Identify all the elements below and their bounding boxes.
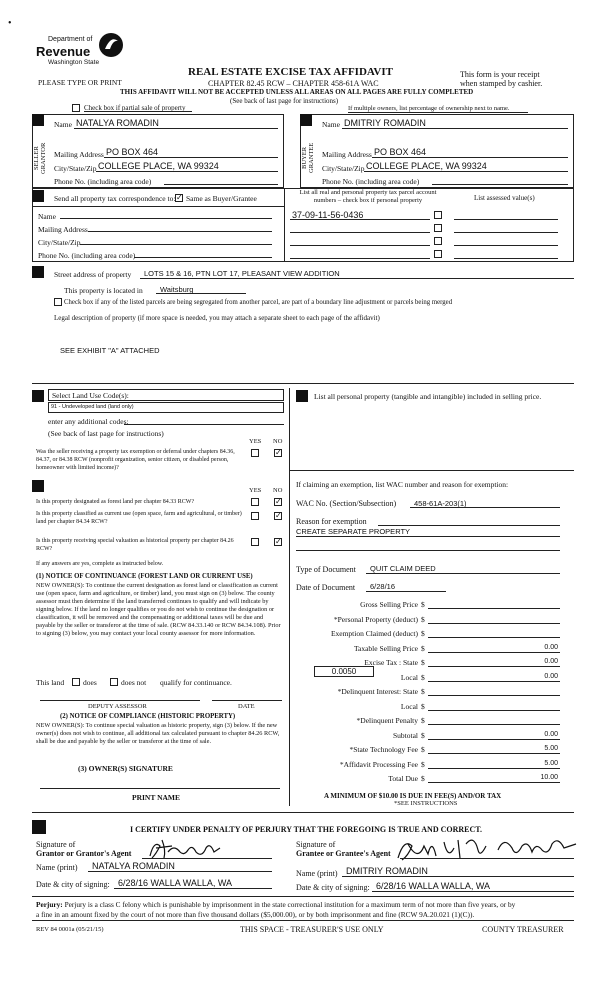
- q-forest-no[interactable]: ✓: [275, 497, 282, 506]
- seller-phone-label: Phone No. (including area code): [54, 177, 152, 186]
- grantor-agent-label: Grantor or Grantor's Agent: [36, 849, 132, 858]
- buyer-mailing-label: Mailing Address: [322, 150, 372, 159]
- seller-mailing-label: Mailing Address: [54, 150, 104, 159]
- grantor-printed-name[interactable]: NATALYA ROMADIN: [92, 861, 175, 871]
- grantor-sig-label-1: Signature of: [36, 840, 76, 849]
- calc-line: [428, 768, 560, 769]
- county-treasurer: COUNTY TREASURER: [482, 925, 564, 934]
- form-title: REAL ESTATE EXCISE TAX AFFIDAVIT: [188, 66, 393, 78]
- wac-label: WAC No. (Section/Subsection): [296, 499, 397, 508]
- land-use-see-back: (See back of last page for instructions): [48, 429, 164, 438]
- q-exemption-yes[interactable]: [251, 449, 259, 457]
- dept-line1: Department of: [48, 36, 93, 43]
- parcel-4-checkbox[interactable]: [434, 250, 442, 258]
- no-header-2: NO: [273, 487, 283, 494]
- land-does-not-checkbox[interactable]: [110, 678, 118, 686]
- calc-line: [428, 652, 560, 653]
- please-type: PLEASE TYPE OR PRINT: [38, 78, 122, 87]
- does-not-label: does not: [121, 678, 147, 687]
- parcel-2-checkbox[interactable]: [434, 224, 442, 232]
- calc-currency: $: [421, 643, 425, 653]
- calc-line: [428, 710, 560, 711]
- q-exemption: Was the seller receiving a property tax exemption or deferral under chapters 84.36, 84.37, or 84.38 RCW (nonprofit organization, senior citizen, or disabled person, homeowner with limited income)?: [36, 449, 235, 471]
- grantor-date-city[interactable]: 6/28/16 WALLA WALLA, WA: [118, 878, 233, 888]
- assessed-header: List assessed value(s): [474, 194, 535, 202]
- treasurer-use: THIS SPACE - TREASURER'S USE ONLY: [240, 925, 384, 934]
- calc-currency: $: [421, 658, 425, 667]
- perjury-bold: Perjury:: [36, 900, 63, 909]
- land-does-checkbox[interactable]: [72, 678, 80, 686]
- segregated-note: Check box if any of the listed parcels are being segregated from another parcel, are part of a boundary line adjustment or parcels being merged: [64, 299, 453, 306]
- reason-value[interactable]: CREATE SEPARATE PROPERTY: [296, 527, 411, 536]
- parcel-3-checkbox[interactable]: [434, 237, 442, 245]
- parcel-1-checkbox[interactable]: [434, 211, 442, 219]
- calc-label: *State Technology Fee: [349, 745, 418, 754]
- grantee-agent-label: Grantee or Grantee's Agent: [296, 849, 391, 858]
- located-city[interactable]: Waitsburg: [160, 285, 194, 294]
- calc-currency: $: [421, 745, 425, 754]
- q-current-use-yes[interactable]: [251, 512, 259, 520]
- doc-date[interactable]: 6/28/16: [370, 582, 396, 591]
- parcel-header: List all real and personal property tax parcel account numbers – check box if personal property: [299, 189, 437, 204]
- partial-sale-label: Check box if partial sale of property: [84, 104, 186, 112]
- calc-line: [428, 695, 560, 696]
- calc-currency: $: [421, 701, 425, 711]
- grantee-date-label: Date & city of signing:: [296, 883, 370, 892]
- grantee-name-label: Name (print): [296, 869, 338, 878]
- buyer-side-label: BUYER GRANTEE: [301, 142, 315, 174]
- exemption-label: If claiming an exemption, list WAC number and reason for exemption:: [296, 480, 509, 489]
- calc-currency: $: [421, 600, 425, 609]
- perjury-line-1: [36, 900, 515, 909]
- calc-amount[interactable]: 0.00: [544, 672, 558, 680]
- print-name-label: PRINT NAME: [132, 793, 180, 802]
- calc-currency: $: [421, 614, 425, 624]
- see-back-note: (See back of last page for instructions): [230, 97, 339, 105]
- legal-label: Legal description of property (if more space is needed, you may attach a separate sheet to each page of the affidavit): [54, 314, 380, 322]
- q-historical-no[interactable]: ✓: [275, 537, 282, 546]
- calc-line: [428, 724, 560, 725]
- located-label: This property is located in: [64, 286, 143, 295]
- owner-signature-label: (3) OWNER(S) SIGNATURE: [78, 764, 173, 773]
- continuance-text: NEW OWNER(S): To continue the current designation as forest land or classification as current use (open space, farm and agriculture, or timber) land, you must sign on (3) below. The county assessor must then determine if the land transferred continues to qualify and will indicate by signing below. If the land no longer qualifies or you do not wish to continue the designation or classification, it will be removed and the compensating or additional taxes will be due and payable by the seller or transferor at the time of sale. (RCW 84.33.140 or RCW 84.34.108). Prior to signing (3) below, you may contact your local county assessor for more information.: [36, 582, 281, 637]
- calc-line: [428, 753, 560, 754]
- calc-label: *Personal Property (deduct): [333, 614, 418, 624]
- date-label: DATE: [238, 703, 255, 710]
- form-chapter: CHAPTER 82.45 RCW – CHAPTER 458-61A WAC: [208, 79, 379, 88]
- send-correspondence-label: Send all property tax correspondence to:: [54, 194, 176, 203]
- calc-amount[interactable]: 5.00: [544, 759, 558, 767]
- calc-amount[interactable]: 5.00: [544, 745, 558, 752]
- street-address[interactable]: LOTS 15 & 16, PTN LOT 17, PLEASANT VIEW ADDITION: [144, 269, 340, 278]
- calc-amount[interactable]: 0.00: [544, 643, 558, 651]
- calc-line: [428, 608, 560, 609]
- q-current-use: Is this property classified as current use (open space, farm and agricultural, or timber) land per chapter 84.34 RCW?: [36, 511, 242, 525]
- calc-label: Exemption Claimed (deduct): [330, 629, 418, 638]
- street-label: Street address of property: [54, 270, 132, 279]
- buyer-phone-label: Phone No. (including area code): [322, 177, 420, 186]
- calc-line: [428, 637, 560, 638]
- corner-mark: •: [8, 18, 12, 29]
- corr-phone-label: Phone No. (including area code): [38, 251, 136, 260]
- receipt-note-1: This form is your receipt: [460, 70, 540, 79]
- doc-type[interactable]: QUIT CLAIM DEED: [370, 564, 436, 573]
- calc-currency: $: [421, 730, 425, 740]
- receipt-note-2: when stamped by cashier.: [460, 79, 543, 88]
- seller-city-label: City/State/Zip: [54, 164, 97, 173]
- grantee-printed-name[interactable]: DMITRIY ROMADIN: [346, 866, 428, 876]
- local-rate[interactable]: 0.0050: [314, 666, 374, 677]
- parcel-number-1[interactable]: 37-09-11-56-0436: [292, 210, 364, 220]
- no-header-1: NO: [273, 438, 283, 445]
- legal-description[interactable]: SEE EXHIBIT "A" ATTACHED: [60, 346, 160, 355]
- compliance-text: NEW OWNER(S): To continue special valuation as historic property, sign (3) below. If the new owner(s) does not wish to continue, all additional tax calculated pursuant to chapter 84.26 RCW, shall be due and payable by the seller or transferor at the time of sale.: [36, 722, 280, 745]
- calc-currency: $: [421, 716, 425, 725]
- see-instructions: *SEE INSTRUCTIONS: [394, 800, 458, 807]
- multiple-owners-label: If multiple owners, list percentage of ownership next to name.: [348, 105, 510, 112]
- calc-label: Taxable Selling Price: [353, 643, 418, 653]
- grantee-date-city[interactable]: 6/28/16 WALLA WALLA, WA: [376, 881, 491, 891]
- segregated-checkbox[interactable]: [54, 298, 62, 306]
- qualify-label: qualify for continuance.: [160, 678, 232, 687]
- calc-currency: $: [421, 687, 425, 696]
- grantor-date-label: Date & city of signing:: [36, 880, 110, 889]
- seller-name-label: Name: [54, 120, 72, 129]
- grantee-signature: [394, 832, 584, 866]
- same-as-buyer-label: Same as Buyer/Grantee: [186, 194, 257, 203]
- grantor-name-label: Name (print): [36, 863, 78, 872]
- calc-currency: $: [421, 629, 425, 638]
- calc-amount[interactable]: 10.00: [540, 774, 558, 781]
- q-historical-yes[interactable]: [251, 538, 259, 546]
- grantee-sig-label-1: Signature of: [296, 840, 336, 849]
- minimum-note: A MINIMUM OF $10.00 IS DUE IN FEE(S) AND/OR TAX: [324, 792, 502, 800]
- calc-line: [428, 623, 560, 624]
- doc-date-label: Date of Document: [296, 583, 356, 592]
- land-use-select-label: Select Land Use Code(s):: [52, 391, 129, 400]
- seller-city[interactable]: COLLEGE PLACE, WA 99324: [98, 161, 219, 171]
- personal-property-label: List all personal property (tangible and intangible) included in selling price.: [314, 392, 542, 401]
- calc-label: *Delinquent Interest: State: [337, 687, 418, 696]
- calc-line: [428, 782, 560, 783]
- deputy-assessor-label: DEPUTY ASSESSOR: [88, 703, 147, 710]
- buyer-mailing[interactable]: PO BOX 464: [374, 147, 427, 157]
- calc-line: [428, 666, 560, 667]
- doc-type-label: Type of Document: [296, 565, 356, 574]
- seller-mailing[interactable]: PO BOX 464: [106, 147, 159, 157]
- dor-logo-icon: [98, 32, 124, 58]
- continuance-title: (1) NOTICE OF CONTINUANCE (FOREST LAND OR CURRENT USE): [36, 573, 253, 580]
- corr-mailing-label: Mailing Address: [38, 225, 88, 234]
- calc-label: Subtotal: [392, 730, 418, 740]
- rev-number: REV 84 0001a (05/21/15): [36, 926, 104, 933]
- yes-header-2: YES: [249, 487, 262, 494]
- does-label: does: [83, 678, 97, 687]
- q-exemption-no[interactable]: ✓: [275, 448, 282, 457]
- corr-city-label: City/State/Zip: [38, 238, 81, 247]
- dept-line3: Washington State: [48, 59, 100, 66]
- perjury-text-2: a fine in an amount fixed by the court of not more than five thousand dollars ($5,000.00), or by both imprisonment and fine (RCW 9A.20.021 (1)(C)).: [36, 910, 475, 919]
- calc-label: *Affidavit Processing Fee: [339, 759, 418, 769]
- partial-sale-checkbox[interactable]: [72, 104, 80, 112]
- calc-label: Local: [400, 672, 418, 682]
- land-use-code-select[interactable]: 91 - Undeveloped land (land only): [48, 402, 284, 413]
- buyer-name-label: Name: [322, 120, 340, 129]
- calc-currency: $: [421, 672, 425, 682]
- calc-currency: $: [421, 774, 425, 783]
- q-current-use-no[interactable]: ✓: [275, 511, 282, 520]
- wac-number[interactable]: 458-61A-203(1): [414, 499, 467, 508]
- seller-side-label: SELLER GRANTOR: [33, 142, 47, 174]
- form-warning: THIS AFFIDAVIT WILL NOT BE ACCEPTED UNLESS ALL AREAS ON ALL PAGES ARE FULLY COMPLETED: [120, 88, 474, 96]
- q-historical: Is this property receiving special valuation as historical property per chapter 84.26 RCW?: [36, 538, 234, 552]
- calc-line: [428, 739, 560, 740]
- calc-amount[interactable]: 0.00: [544, 730, 558, 738]
- if-yes-note: If any answers are yes, complete as instructed below.: [36, 561, 164, 567]
- dept-line2: Revenue: [36, 44, 91, 59]
- buyer-city-label: City/State/Zip: [322, 164, 365, 173]
- reason-label: Reason for exemption: [296, 517, 367, 526]
- yes-header-1: YES: [249, 438, 262, 445]
- calc-line: [428, 681, 560, 682]
- calc-label: Gross Selling Price: [360, 600, 418, 609]
- calc-currency: $: [421, 759, 425, 769]
- dor-logo: [36, 30, 126, 70]
- seller-name[interactable]: NATALYA ROMADIN: [76, 118, 159, 128]
- q-forest: Is this property designated as forest land per chapter 84.33 RCW?: [36, 499, 195, 505]
- calc-label: Excise Tax : State: [364, 658, 418, 667]
- land-does-label: This land: [36, 678, 65, 687]
- q-forest-yes[interactable]: [251, 498, 259, 506]
- additional-codes-label: enter any additional codes:: [48, 417, 129, 426]
- calc-label: *Delinquent Penalty: [356, 716, 418, 725]
- certify-statement: I CERTIFY UNDER PENALTY OF PERJURY THAT THE FOREGOING IS TRUE AND CORRECT.: [130, 825, 483, 834]
- same-as-buyer-checkbox[interactable]: ✓: [176, 193, 183, 202]
- calc-label: Total Due: [388, 774, 418, 783]
- calc-label: Local: [400, 701, 418, 711]
- calc-amount[interactable]: 0.00: [544, 658, 558, 665]
- corr-name-label: Name: [38, 212, 56, 221]
- compliance-title: (2) NOTICE OF COMPLIANCE (HISTORIC PROPERTY): [60, 713, 236, 720]
- buyer-city[interactable]: COLLEGE PLACE, WA 99324: [366, 161, 487, 171]
- perjury-text-1: Perjury is a class C felony which is punishable by imprisonment in the state correctional institution for a maximum term of not more than five years, or by: [64, 900, 516, 909]
- buyer-name[interactable]: DMITRIY ROMADIN: [344, 118, 426, 128]
